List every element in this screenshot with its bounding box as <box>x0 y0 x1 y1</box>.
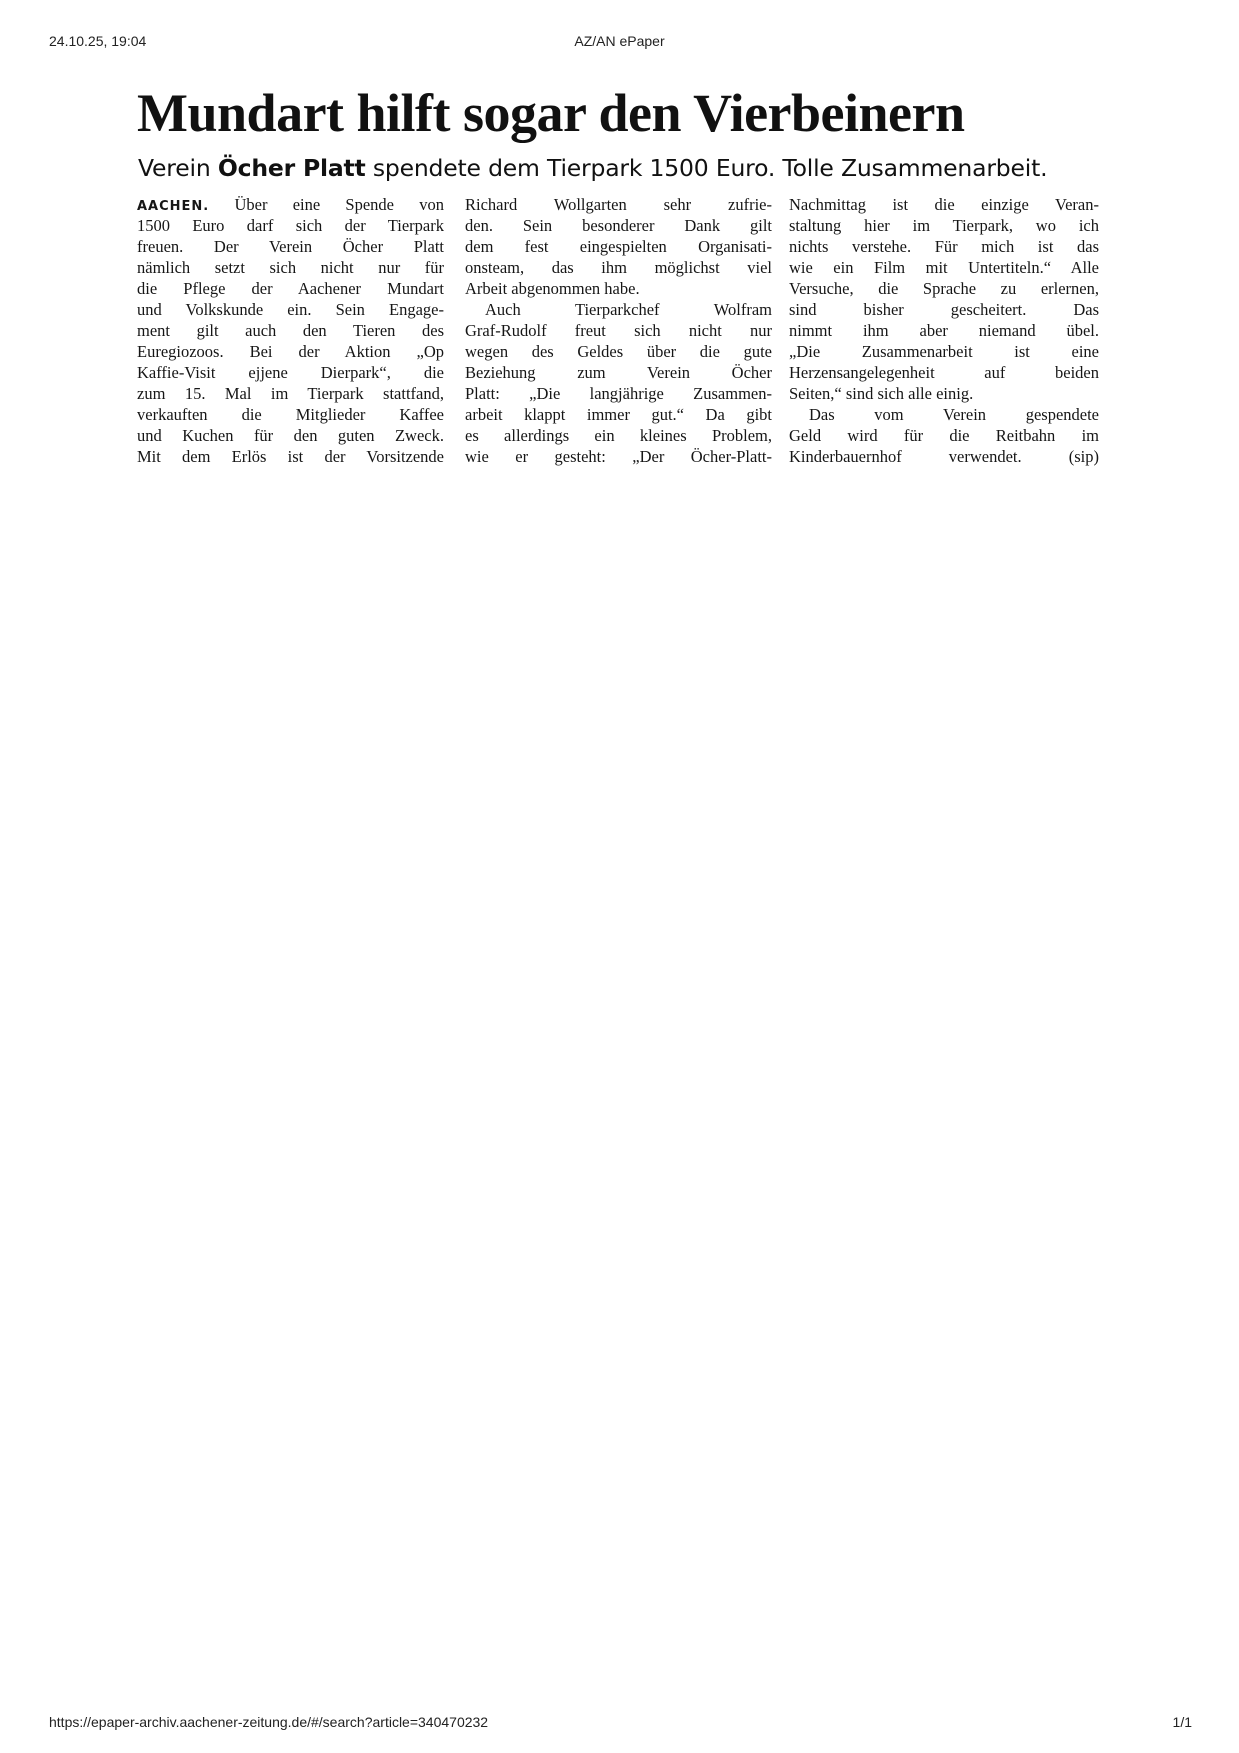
text-line: AACHEN. Über eine Spende von <box>137 195 444 214</box>
text-line: Versuche, die Sprache zu erlernen, <box>789 279 1099 298</box>
subline-part-1: Verein <box>138 154 218 182</box>
article-column-3 <box>789 194 1099 467</box>
text-line: Nachmittag ist die einzige Veran- <box>789 195 1099 214</box>
text-line: Auch Tierparkchef Wolfram <box>485 300 772 319</box>
text-line: Graf-Rudolf freut sich nicht nur <box>465 321 772 340</box>
print-footer <box>0 1714 1239 1734</box>
text-line: staltung hier im Tierpark, wo ich <box>789 216 1099 235</box>
text-line: sind bisher gescheitert. Das <box>789 300 1099 319</box>
subline-part-2: spendete dem Tierpark 1500 Euro. Tolle Zusammenarbeit. <box>365 154 1048 182</box>
text-line: Kaffie-Visit ejjene Dierpark“, die <box>137 363 444 382</box>
text-line: es allerdings ein kleines Problem, <box>465 426 772 445</box>
text-line: Beziehung zum Verein Öcher <box>465 363 772 382</box>
text-line: Mit dem Erlös ist der Vorsitzende <box>137 447 444 466</box>
article-url: https://epaper-archiv.aachener-zeitung.de/#/search?article=340470232 <box>49 1714 489 1730</box>
article-column-2 <box>465 194 772 467</box>
text-line: arbeit klappt immer gut.“ Da gibt <box>465 405 772 424</box>
subline-club-name: Öcher Platt <box>217 154 366 182</box>
text-line: „Die Zusammenarbeit ist eine <box>789 342 1099 361</box>
text-line: onsteam, das ihm möglichst viel <box>465 258 772 277</box>
print-title: AZ/AN ePaper <box>574 33 665 49</box>
text-line: Herzensangelegenheit auf beiden <box>789 363 1099 382</box>
text-line: ment gilt auch den Tieren des <box>137 321 444 340</box>
text-line: verkauften die Mitglieder Kaffee <box>137 405 444 424</box>
text-line: zum 15. Mal im Tierpark stattfand, <box>137 384 444 403</box>
text-line: und Kuchen für den guten Zweck. <box>137 426 444 445</box>
dateline: AACHEN. <box>137 199 210 214</box>
article-column-1 <box>137 194 444 467</box>
text-line: Kinderbauernhof verwendet. (sip) <box>789 447 1099 466</box>
print-datetime: 24.10.25, 19:04 <box>49 33 147 49</box>
text-line: Platt: „Die langjährige Zusammen- <box>465 384 772 403</box>
text-line: Arbeit abgenommen habe. <box>465 279 640 298</box>
text-line: Richard Wollgarten sehr zufrie- <box>465 195 772 214</box>
text-line: dem fest eingespielten Organisati- <box>465 237 772 256</box>
text-line: 1500 Euro darf sich der Tierpark <box>137 216 444 235</box>
print-header <box>0 33 1239 53</box>
text-line: nämlich setzt sich nicht nur für <box>137 258 444 277</box>
text-line: Das vom Verein gespendete <box>809 405 1099 424</box>
text-line: wegen des Geldes über die gute <box>465 342 772 361</box>
text-line: die Pflege der Aachener Mundart <box>137 279 444 298</box>
page-number: 1/1 <box>1172 1714 1192 1730</box>
text-line: freuen. Der Verein Öcher Platt <box>137 237 444 256</box>
article-subline <box>138 151 1113 185</box>
article-headline: Mundart hilft sogar den Vierbeinern <box>137 83 965 143</box>
text-line: Euregiozoos. Bei der Aktion „Op <box>137 342 444 361</box>
text-line: nichts verstehe. Für mich ist das <box>789 237 1099 256</box>
text-line: und Volkskunde ein. Sein Engage- <box>137 300 444 319</box>
text-line: nimmt ihm aber niemand übel. <box>789 321 1099 340</box>
text-line: den. Sein besonderer Dank gilt <box>465 216 772 235</box>
text-line: wie ein Film mit Untertiteln.“ Alle <box>789 258 1099 277</box>
text-line: Seiten,“ sind sich alle einig. <box>789 384 974 403</box>
text-line: Geld wird für die Reitbahn im <box>789 426 1099 445</box>
article <box>133 78 1108 478</box>
text-line: wie er gesteht: „Der Öcher-Platt- <box>465 447 772 466</box>
